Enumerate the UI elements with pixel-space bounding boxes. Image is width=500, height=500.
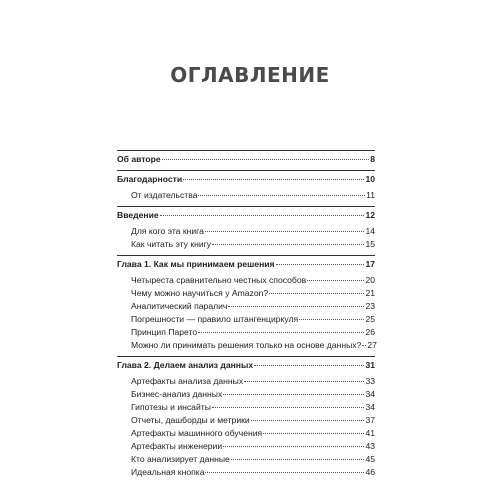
dot-leader bbox=[205, 472, 364, 473]
toc-entry-title: Артефакты инженерии bbox=[131, 441, 223, 451]
toc-section-heading[interactable] bbox=[117, 258, 375, 271]
toc-entry[interactable] bbox=[117, 189, 375, 202]
toc-entry-title: Принцип Парето bbox=[131, 327, 198, 337]
dot-leader bbox=[160, 215, 365, 216]
toc-section-heading[interactable] bbox=[117, 209, 375, 222]
toc-entry-page-number: 14 bbox=[365, 226, 375, 236]
toc-entry-page-number: 15 bbox=[365, 239, 375, 249]
toc-entry-page-number: 26 bbox=[365, 327, 375, 337]
page-title: ОГЛАВЛЕНИЕ bbox=[170, 63, 330, 87]
dot-leader bbox=[269, 293, 364, 294]
toc-entry-title: Бизнес-анализ данных bbox=[131, 389, 223, 399]
toc-entry-title: Погрешности — правило штангенциркуля bbox=[131, 314, 299, 324]
toc-entry[interactable] bbox=[117, 414, 375, 427]
dot-leader bbox=[231, 459, 365, 460]
toc-section-heading-title: Благодарности bbox=[117, 174, 183, 184]
toc-section-heading-page-number: 31 bbox=[365, 360, 375, 370]
toc-section-heading-title: Глава 2. Делаем анализ данных bbox=[117, 360, 254, 370]
toc-section-heading[interactable] bbox=[117, 359, 375, 372]
toc-section bbox=[117, 170, 375, 202]
toc-entry-title: От издательства bbox=[131, 190, 198, 200]
dot-leader bbox=[205, 231, 365, 232]
toc-entry-title: Артефакты анализа данных bbox=[131, 376, 244, 386]
dot-leader bbox=[198, 332, 364, 333]
toc-entry[interactable] bbox=[117, 466, 375, 479]
dot-leader bbox=[307, 280, 364, 281]
dot-leader bbox=[263, 433, 364, 434]
toc-entry-page-number: 33 bbox=[365, 376, 375, 386]
toc-section bbox=[117, 150, 375, 166]
toc-entry[interactable] bbox=[117, 375, 375, 388]
toc-entry-page-number: 45 bbox=[365, 454, 375, 464]
toc-entry[interactable] bbox=[117, 326, 375, 339]
dot-leader bbox=[223, 394, 364, 395]
toc-entry-title: Четыреста сравнительно честных способов bbox=[131, 275, 307, 285]
toc-entry-title: Как читать эту книгу bbox=[131, 239, 212, 249]
toc-entry-title: Аналитический паралич bbox=[131, 301, 228, 311]
toc-entry-page-number: 23 bbox=[365, 301, 375, 311]
dot-leader bbox=[183, 179, 364, 180]
toc-entry-page-number: 46 bbox=[365, 467, 375, 477]
toc-entry-page-number: 25 bbox=[365, 314, 375, 324]
toc-section-heading-title: Введение bbox=[117, 210, 159, 220]
toc-section-heading-title: Глава 1. Как мы принимаем решения bbox=[117, 259, 275, 269]
toc-entry-title: Отчеты, дашборды и метрики bbox=[131, 415, 250, 425]
toc-section-heading-title: Об авторе bbox=[117, 154, 161, 164]
toc-entry-title: Гипотезы и инсайты bbox=[131, 402, 211, 412]
toc-entry[interactable] bbox=[117, 453, 375, 466]
toc-entry-title: Идеальная кнопка bbox=[131, 467, 205, 477]
dot-leader bbox=[212, 407, 365, 408]
toc-section-heading-page-number: 12 bbox=[365, 210, 375, 220]
toc-section-heading-page-number: 17 bbox=[365, 259, 375, 269]
dot-leader bbox=[228, 306, 364, 307]
toc-entry[interactable] bbox=[117, 427, 375, 440]
toc-entry[interactable] bbox=[117, 238, 375, 251]
toc-section-heading-page-number: 8 bbox=[370, 154, 375, 164]
dot-leader bbox=[362, 345, 366, 346]
dot-leader bbox=[254, 365, 364, 366]
toc-entry-page-number: 34 bbox=[365, 402, 375, 412]
toc-entry-page-number: 21 bbox=[365, 288, 375, 298]
toc-entry-page-number: 41 bbox=[365, 428, 375, 438]
toc-section bbox=[117, 255, 375, 352]
dot-leader bbox=[212, 244, 364, 245]
toc-section bbox=[117, 356, 375, 479]
toc-entry[interactable] bbox=[117, 287, 375, 300]
table-of-contents bbox=[117, 150, 375, 483]
toc-entry-page-number: 43 bbox=[365, 441, 375, 451]
dot-leader bbox=[251, 420, 365, 421]
toc-entry-title: Можно ли принимать решения только на основе данных? bbox=[131, 340, 362, 350]
toc-entry-page-number: 27 bbox=[367, 340, 377, 350]
toc-section bbox=[117, 206, 375, 251]
dot-leader bbox=[244, 381, 364, 382]
toc-entry-page-number: 11 bbox=[366, 190, 375, 200]
toc-entry-title: Чему можно научиться у Amazon? bbox=[131, 288, 269, 298]
toc-entry[interactable] bbox=[117, 274, 375, 287]
toc-entry-title: Артефакты машинного обучения bbox=[131, 428, 263, 438]
dot-leader bbox=[198, 195, 365, 196]
toc-section-heading[interactable] bbox=[117, 173, 375, 186]
toc-entry-page-number: 34 bbox=[365, 389, 375, 399]
toc-entry-page-number: 37 bbox=[365, 415, 375, 425]
toc-entry-title: Кто анализирует данные bbox=[131, 454, 230, 464]
toc-entry[interactable] bbox=[117, 300, 375, 313]
toc-entry[interactable] bbox=[117, 388, 375, 401]
toc-section-heading[interactable] bbox=[117, 153, 375, 166]
toc-entry[interactable] bbox=[117, 440, 375, 453]
toc-entry-page-number: 20 bbox=[365, 275, 375, 285]
toc-entry[interactable] bbox=[117, 401, 375, 414]
toc-entry[interactable] bbox=[117, 313, 375, 326]
toc-entry[interactable] bbox=[117, 339, 375, 352]
dot-leader bbox=[276, 264, 365, 265]
dot-leader bbox=[223, 446, 364, 447]
dot-leader bbox=[299, 319, 364, 320]
toc-entry[interactable] bbox=[117, 225, 375, 238]
dot-leader bbox=[162, 159, 370, 160]
toc-entry-title: Для кого эта книга bbox=[131, 226, 204, 236]
toc-section-heading-page-number: 10 bbox=[365, 174, 375, 184]
